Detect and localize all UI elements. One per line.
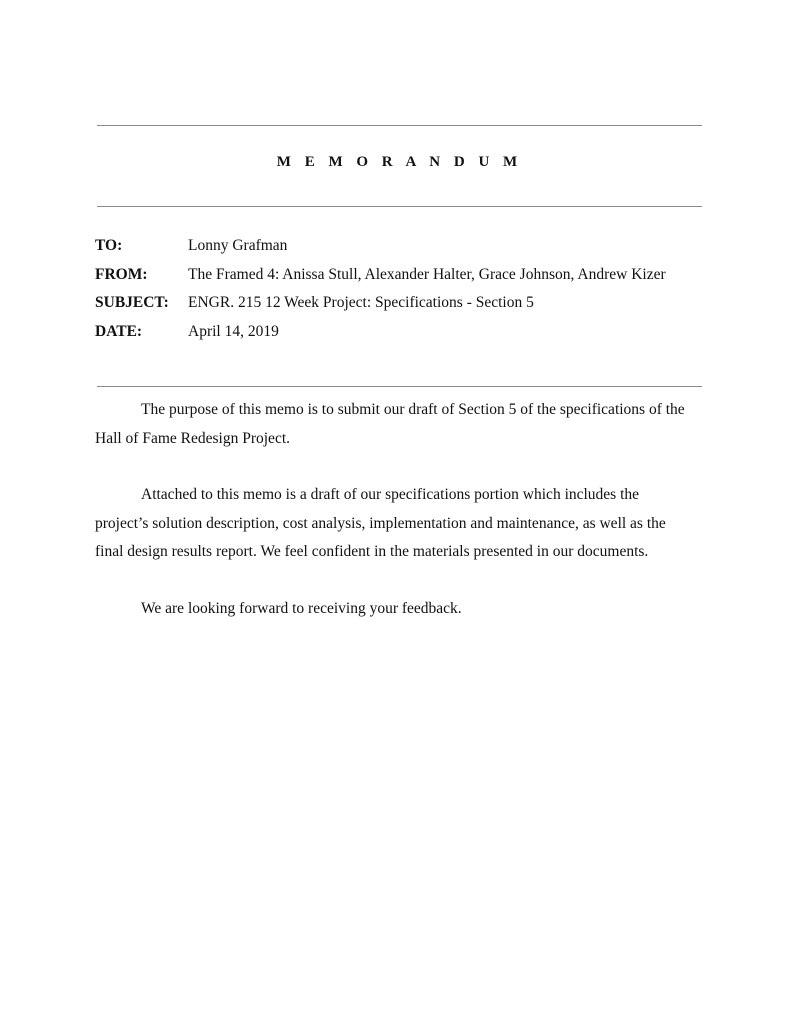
date-value: April 14, 2019 (188, 323, 279, 340)
top-divider (97, 125, 702, 126)
body-paragraph-attachment: Attached to this memo is a draft of our specifications portion which includes the project’s solution description, cost analysis, implementation and maintenance, as well as the final design results report. We feel confident in the materials presented in our documents. (95, 486, 666, 560)
from-label: FROM: (95, 266, 148, 283)
subject-label: SUBJECT: (95, 294, 169, 311)
title-divider (97, 206, 702, 207)
to-value: Lonny Grafman (188, 237, 288, 254)
memo-title: M E M O R A N D U M (276, 154, 523, 170)
body-paragraph-closing: We are looking forward to receiving your feedback. (141, 600, 462, 617)
subject-value: ENGR. 215 12 Week Project: Specifications - Section 5 (188, 294, 534, 311)
body-paragraph-purpose: The purpose of this memo is to submit our draft of Section 5 of the specifications of the Hall of Fame Redesign Project. (95, 401, 685, 447)
date-label: DATE: (95, 323, 143, 340)
header-divider (97, 386, 702, 387)
to-label: TO: (95, 237, 123, 254)
from-value: The Framed 4: Anissa Stull, Alexander Halter, Grace Johnson, Andrew Kizer (188, 266, 666, 283)
